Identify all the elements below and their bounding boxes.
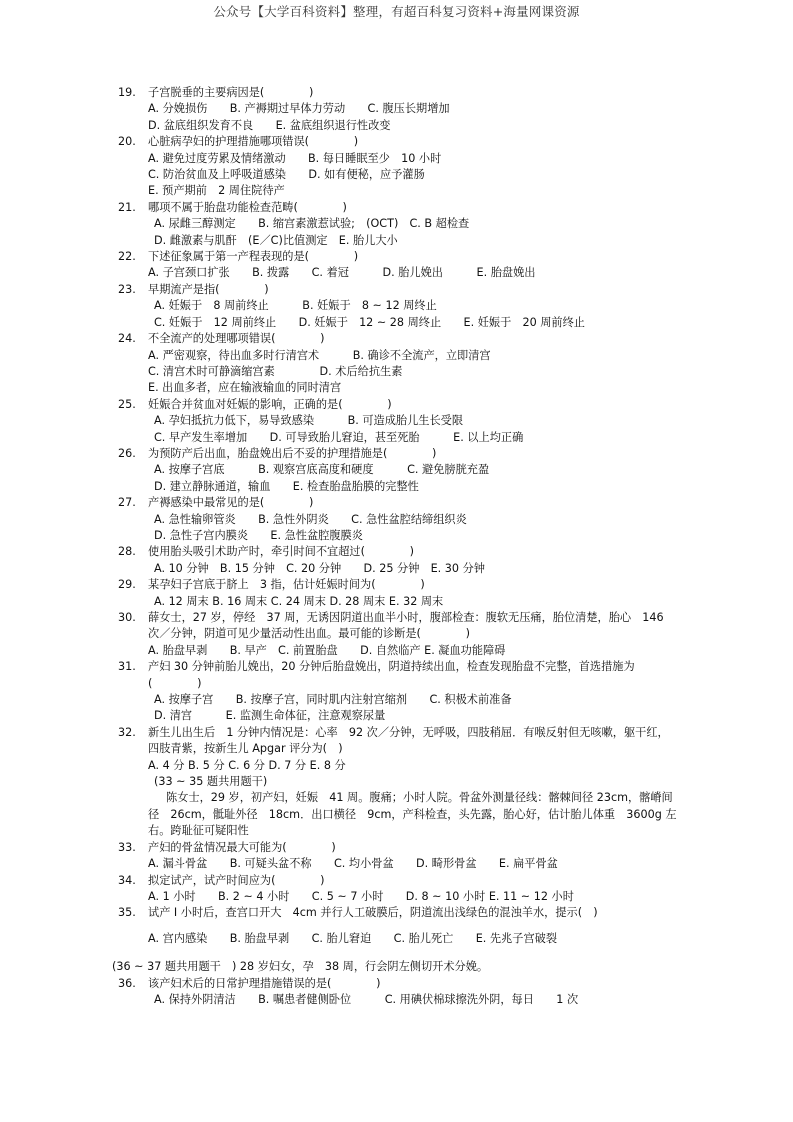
option-line: A. 孕妇抵抗力低下，易导致感染 B. 可造成胎儿生长受限	[154, 414, 464, 428]
question-32	[118, 725, 678, 758]
question-33	[118, 840, 678, 856]
question-text: 使用胎头吸引术助产时，牵引时间不宜超过( )	[148, 545, 415, 559]
question-text: 产妇的骨盆情况最大可能为( )	[148, 840, 336, 854]
question-19	[118, 85, 678, 101]
question-number: 29.	[118, 578, 136, 592]
question-text: 为预防产后出血，胎盘娩出后不妥的护理措施是( )	[148, 446, 437, 460]
question-28	[118, 544, 678, 560]
option-line: A. 严密观察，待出血多时行清宫术 B. 确诊不全流产，立即清宫	[148, 348, 491, 362]
question-list	[112, 85, 678, 1008]
question-30	[118, 610, 678, 643]
question-text: 早期流产是指( )	[148, 282, 269, 296]
shared-stem-text: 陈女士，29 岁，初产妇，妊娠 41 周。腹痛；小时人院。骨盆外测量径线：髂棘间径 23cm，髂嵴间径 26cm，骶耻外径 18cm．出口横径 9cm，产科检查，头先露，胎心好，估计胎儿体重 3600g 左右。跨耻征可疑阳性	[148, 791, 677, 838]
option-line: A. 尿雌三醇测定 B. 缩宫素激惹试验; (OCT) C. B 超检查	[154, 217, 470, 231]
option-line: A. 10 分钟 B. 15 分钟 C. 20 分钟 D. 25 分钟 E. 30 分钟	[154, 561, 485, 575]
question-34	[118, 873, 678, 889]
question-text: 拟定试产，试产时间应为( )	[148, 873, 325, 887]
question-27	[118, 495, 678, 511]
question-number: 20.	[118, 135, 136, 149]
option-line: A. 按摩子宫 B. 按摩子宫，同时肌内注射宫缩剂 C. 积极术前准备	[154, 693, 512, 707]
question-text: 产褥感染中最常见的是( )	[148, 496, 314, 510]
question-text: 薛女士，27 岁，停经 37 周，无诱因阴道出血半小时，腹部检查：腹软无压痛，胎位清楚，胎心 146 次／分钟，阴道可见少量活动性出血。最可能的诊断是( )	[148, 611, 664, 641]
question-24	[118, 331, 678, 347]
question-text: 该产妇术后的日常护理措施错误的是( )	[148, 976, 381, 990]
question-number: 27.	[118, 496, 136, 510]
question-number: 25.	[118, 397, 136, 411]
question-text: 妊娠合并贫血对妊娠的影响，正确的是( )	[148, 397, 392, 411]
question-21	[118, 200, 678, 216]
question-number: 30.	[118, 611, 136, 624]
option-line: A. 12 周末 B. 16 周末 C. 24 周末 D. 28 周末 E. 32 周末	[154, 594, 444, 608]
option-line: E. 预产期前 2 周住院待产	[148, 184, 285, 198]
shared-stem-label: (33 ~ 35 题共用题干)	[154, 775, 268, 789]
question-number: 21.	[118, 200, 136, 214]
spacer	[118, 922, 678, 931]
question-number: 34.	[118, 873, 136, 887]
option-line: A. 保持外阴清洁 B. 嘱患者健侧卧位 C. 用碘伏棉球擦洗外阴，每日 1 次	[154, 992, 579, 1006]
question-text: 试产 I 小时后，查宫口开大 4cm 并行人工破膜后，阴道流出浅绿色的混浊羊水，提示( )	[148, 906, 598, 920]
option-line: E. 出血多者，应在输液输血的同时清宫	[148, 381, 342, 395]
question-text: 产妇 30 分钟前胎儿娩出，20 分钟后胎盘娩出，阴道持续出血，检查发现胎盘不完整，首选措施为( )	[148, 660, 635, 690]
option-line: D. 雌激素与肌酐 (E／C)比值测定 E. 胎儿大小	[154, 233, 398, 247]
option-line: C. 防治贫血及上呼吸道感染 D. 如有便秘，应予灌肠	[148, 168, 425, 182]
spacer	[118, 947, 678, 959]
question-number: 36.	[118, 976, 136, 990]
question-number: 35.	[118, 906, 136, 920]
question-22	[118, 249, 678, 265]
question-20	[118, 134, 678, 150]
question-text: 新生儿出生后 1 分钟内情况是：心率 92 次／分钟，无呼吸，四肢稍屈．有喉反射但无咳嗽，躯干红，四肢青紫，按新生儿 Apgar 评分为( )	[148, 725, 669, 756]
question-number: 32.	[118, 725, 136, 739]
option-line: D. 急性子宫内膜炎 E. 急性盆腔腹膜炎	[154, 528, 363, 542]
question-text: 哪项不属于胎盘功能检查范畴( )	[148, 200, 347, 214]
question-number: 26.	[118, 446, 136, 460]
option-line: A. 子宫颈口扩张 B. 拨露 C. 着冠 D. 胎儿娩出 E. 胎盘娩出	[148, 266, 536, 280]
question-36	[118, 976, 678, 992]
question-23	[118, 282, 678, 298]
option-line: D. 盆底组织发育不良 E. 盆底组织退行性改变	[148, 118, 391, 132]
question-26	[118, 446, 678, 462]
option-line: C. 妊娠于 12 周前终止 D. 妊娠于 12 ~ 28 周终止 E. 妊娠于 20 周前终止	[154, 315, 585, 329]
option-line: A. 妊娠于 8 周前终止 B. 妊娠于 8 ~ 12 周终止	[154, 299, 437, 313]
option-line: A. 按摩子宫底 B. 观察宫底高度和硬度 C. 避免膀胱充盈	[154, 463, 490, 477]
question-text: 不全流产的处理哪项错误( )	[148, 332, 325, 346]
option-line: C. 清宫术时可静滴缩宫素 D. 术后给抗生素	[148, 364, 403, 378]
page-header: 公众号【大学百科资料】整理，有超百科复习资料+海量网课资源	[213, 4, 580, 19]
option-line: D. 建立静脉通道，输血 E. 检查胎盘胎膜的完整性	[154, 479, 419, 493]
question-number: 24.	[118, 332, 136, 346]
option-line: D. 清宫 E. 监测生命体征，注意观察尿量	[154, 709, 386, 723]
question-number: 23.	[118, 282, 136, 296]
question-text: 子宫脱垂的主要病因是( )	[148, 86, 314, 99]
question-number: 28.	[118, 545, 136, 559]
question-text: 下述征象属于第一产程表现的是( )	[148, 250, 359, 264]
question-number: 19.	[118, 86, 136, 99]
option-line: A. 宫内感染 B. 胎盘早剥 C. 胎儿窘迫 C. 胎儿死亡 E. 先兆子宫破裂	[148, 931, 558, 945]
option-line: A. 急性输卵管炎 B. 急性外阴炎 C. 急性盆腔结缔组织炎	[154, 512, 467, 526]
question-29	[118, 577, 678, 593]
question-number: 22.	[118, 250, 136, 264]
question-text: 某孕妇子宫底于脐上 3 指，估计妊娠时间为( )	[148, 578, 425, 592]
option-line: A. 胎盘早剥 B. 早产 C. 前置胎盘 D. 自然临产 E. 凝血功能障碍	[148, 643, 506, 657]
option-line: A. 4 分 B. 5 分 C. 6 分 D. 7 分 E. 8 分	[148, 758, 346, 772]
option-line: A. 漏斗骨盆 B. 可疑头盆不称 C. 均小骨盆 D. 畸形骨盆 E. 扁平骨盆	[148, 857, 558, 871]
option-line: A. 分娩损伤 B. 产褥期过早体力劳动 C. 腹压长期增加	[148, 102, 450, 116]
question-35	[118, 905, 678, 921]
question-31	[118, 659, 678, 692]
question-number: 33.	[118, 840, 136, 854]
option-line: A. 1 小时 B. 2 ~ 4 小时 C. 5 ~ 7 小时 D. 8 ~ 10 小时 E. 11 ~ 12 小时	[148, 889, 574, 903]
question-25	[118, 397, 678, 413]
shared-stem-label: (36 ~ 37 题共用题干 ) 28 岁妇女，孕 38 周，行会阴左侧切开术分娩。	[112, 960, 489, 974]
option-line: C. 早产发生率增加 D. 可导致胎儿窘迫，甚至死胎 E. 以上均正确	[154, 430, 524, 444]
question-text: 心脏病孕妇的护理措施哪项错误( )	[148, 135, 359, 149]
option-line: A. 避免过度劳累及情绪激动 B. 每日睡眠至少 10 小时	[148, 151, 442, 165]
question-number: 31.	[118, 660, 136, 674]
